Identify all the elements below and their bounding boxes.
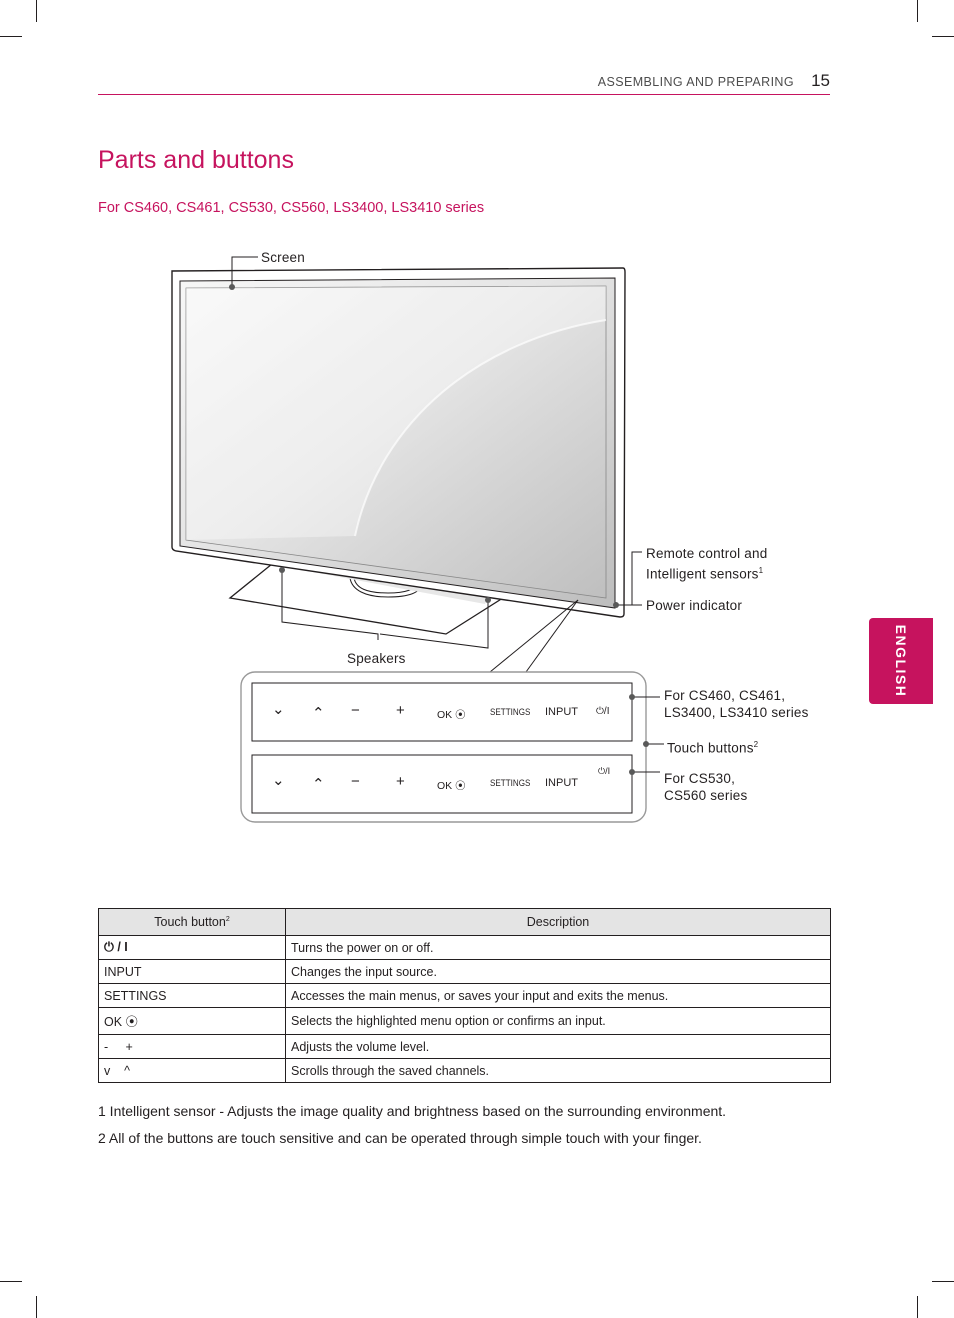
power-icon: ⏻/I [598, 766, 611, 776]
column-header-button: Touch button$^2$ [99, 909, 286, 936]
table-row [99, 1008, 831, 1035]
table-row [99, 1059, 831, 1083]
speakers-label: Speakers [347, 651, 406, 666]
channel-up-icon: ⌃ [312, 776, 325, 793]
language-tab [869, 618, 933, 704]
volume-down-icon: − [351, 702, 360, 719]
channel-up-icon: ⌃ [312, 705, 325, 722]
input-label: INPUT [545, 777, 578, 789]
touch-button-table [98, 908, 831, 1083]
crop-mark [0, 1281, 22, 1282]
channel-down-icon: ⌄ [272, 701, 285, 718]
crop-mark [932, 1281, 954, 1282]
table-cell-button: INPUT [99, 960, 286, 984]
volume-up-icon: + [396, 773, 405, 790]
page-subtitle: For CS460, CS461, CS530, CS560, LS3400, LS3410 series [98, 200, 485, 216]
language-tab-label: ENGLISH [893, 624, 909, 698]
settings-label: SETTINGS [490, 778, 531, 789]
table-header-row [99, 909, 831, 936]
table-row [99, 960, 831, 984]
table-row [99, 1035, 831, 1059]
table-cell-description: Adjusts the volume level. [286, 1035, 831, 1059]
table-cell-description: Accesses the main menus, or saves your input and exits the menus. [286, 984, 831, 1008]
table-cell-button: v ^ [99, 1059, 286, 1083]
footnote-2: 2 All of the buttons are touch sensitive and can be operated through simple touch with your finger. [98, 1130, 702, 1146]
table-cell-description: Selects the highlighted menu option or confirms an input. [286, 1008, 831, 1035]
table-row [99, 936, 831, 960]
table-cell-button: ⏻ / I [99, 936, 286, 960]
table-row [99, 984, 831, 1008]
panel1-models-label: For CS460, CS461, LS3400, LS3410 series [664, 688, 809, 720]
screen-label: Screen [261, 250, 305, 265]
table-cell-button: - + [99, 1035, 286, 1059]
volume-down-icon: − [351, 773, 360, 790]
section-title: ASSEMBLING AND PREPARING [597, 75, 794, 89]
remote-sensor-label: Remote control and Intelligent sensors$^1$ [646, 546, 768, 582]
column-header-description: Description [286, 909, 831, 936]
table-cell-description: Turns the power on or off. [286, 936, 831, 960]
power-icon: ⏻/I [596, 706, 610, 717]
table-cell-button: SETTINGS [99, 984, 286, 1008]
table-cell-button: OK ⦿ [99, 1008, 286, 1035]
table-cell-description: Scrolls through the saved channels. [286, 1059, 831, 1083]
crop-mark [917, 1296, 918, 1318]
page-number: 15 [811, 71, 830, 90]
power-indicator-label: Power indicator [646, 598, 743, 613]
ok-label: OK ⦿ [437, 709, 466, 721]
input-label: INPUT [545, 706, 578, 718]
crop-mark [36, 1296, 37, 1318]
touch-buttons-label: Touch buttons$^2$ [667, 740, 759, 756]
channel-down-icon: ⌄ [272, 772, 285, 789]
panel2-models-label: For CS530, CS560 series [664, 771, 748, 803]
ok-label: OK ⦿ [437, 780, 466, 792]
page-title: Parts and buttons [98, 146, 294, 174]
volume-up-icon: + [396, 702, 405, 719]
settings-label: SETTINGS [490, 707, 531, 718]
footnote-1: 1 Intelligent sensor - Adjusts the image quality and brightness based on the surrounding environment. [98, 1103, 727, 1119]
table-cell-description: Changes the input source. [286, 960, 831, 984]
